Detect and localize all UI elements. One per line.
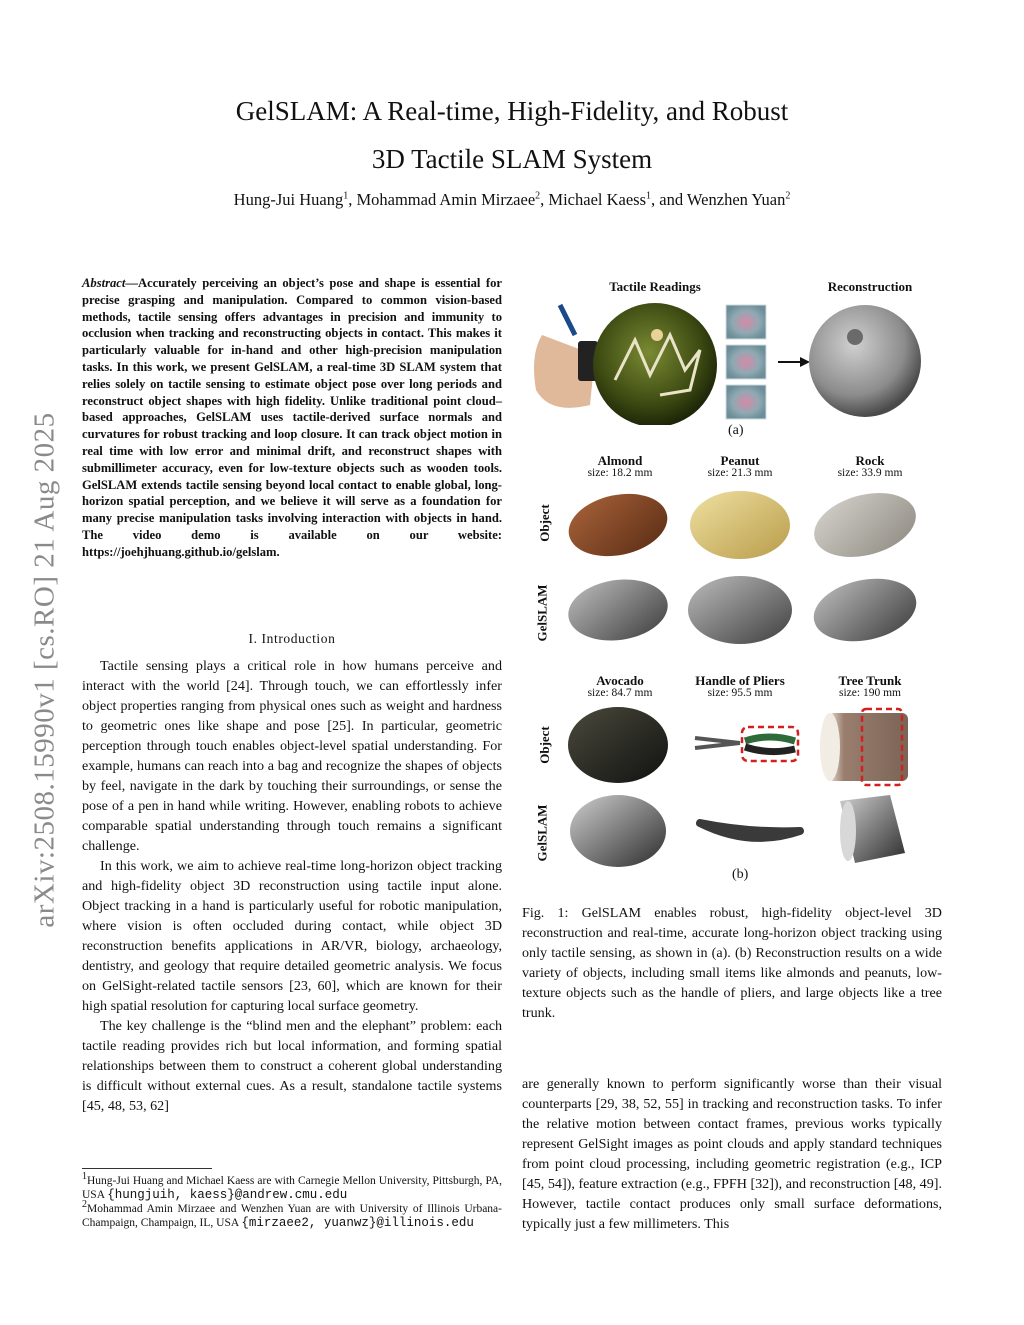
footnote-rule [82,1168,212,1169]
section-heading-introduction: I. Introduction [248,631,336,646]
object-size-label: size: 84.7 mm [587,687,653,699]
footnote-1-text: Hung-Jui Huang and Michael Kaess are with Carnegie Mellon University, Pittsburgh, PA, USA [82,1175,502,1201]
figure-1-caption: Fig. 1: GelSLAM enables robust, high-fidelity object-level 3D reconstruction and real-time, accurate long-horizon object tracking using only tactile sensing, as shown in (a). (b) Reconstruction results on a wide variety of objects, including small items like almonds and peanuts, low-texture objects such as the handle of pliers, and large objects like a tree trunk. [522,905,942,1021]
objects-row-1-illustration [560,485,945,650]
paper-title-line-1: GelSLAM: A Real-time, High-Fidelity, and Robust [235,96,789,126]
object-size-label: size: 95.5 mm [707,687,773,699]
arxiv-identifier: arXiv:2508.15990v1 [cs.RO] 21 Aug 2025 [28,412,61,928]
footnote-2: $^2$Mohammad Amin Mirzaee and Wenzhen Yuan are with University of Illinois Urbana-Champaign, Champaign, IL, USA {mirzaee2, yuanwz}@illinois.edu [82,1199,502,1230]
footnotes [82,1171,502,1230]
object-name-label: Peanut [720,453,760,468]
object-name-label: Rock [855,453,885,468]
introduction-body [82,656,502,1116]
footnote-2-email: {mirzaee2, yuanwz}@illinois.edu [241,1216,474,1230]
abstract [82,275,502,561]
abstract-label: Abstract [82,276,126,290]
right-column-text: are generally known to perform significantly worse than their visual counterparts [29, 38, 52, 55] in tracking and reconstruction tasks. To infer the relative motion between contact frames, previous works typically represent GelSight images as point clouds and apply standard techniques from point cloud processing, including geometric registration (e.g., ICP [45, 54]), feature extraction (e.g., FPFH [32]), and reconstruction [48, 49]. However, tactile contact produces only small surface deformations, typically just a few millimeters. This [522,1076,942,1232]
author-name: Hung-Jui Huang [233,190,344,209]
arxiv-sidebar [10,370,80,1070]
intro-paragraph: The key challenge is the “blind men and the elephant” problem: each tactile reading provides rich but local information, and forming spatial relationships between them to construct a coherent global understanding is difficult without external cues. As a result, standalone tactile systems [45, 48, 53, 62] [82,1018,502,1114]
footnote-2-text: Mohammad Amin Mirzaee and Wenzhen Yuan are with University of Illinois Urbana-Champaign, Champaign, IL, USA [82,1203,502,1229]
object-name-label: Almond [597,453,643,468]
author-affiliation: 1 [646,190,652,202]
intro-paragraph: Tactile sensing plays a critical role in how humans perceive and interact with the world [24]. Through touch, we can effortlessly infer object properties ranging from physical ones such as weight and hardness to geometric ones like shape and pose [25]. In particular, geometric perception through touch enables object-level spatial understanding. For example, humans can reach into a bag and recognize the shapes of objects by feel, navigate in the dark by touching their surroundings, or sense the pose of a pen in hand while writing. However, enabling robots to achieve comparable spatial understanding through touch remains a significant challenge. [82,658,502,854]
object-name-label: Avocado [596,673,644,688]
row-label-gelslam: GelSLAM [534,584,550,642]
subfigure-a-label: (a) [728,423,744,438]
figure-1 [520,275,945,890]
row-label-gelslam: GelSLAM [534,804,550,862]
object-size-label: size: 21.3 mm [707,467,773,479]
object-size-label: size: 33.9 mm [837,467,903,479]
row-label-object: Object [536,504,552,542]
tactile-setup-illustration [520,295,945,425]
abstract-text: —Accurately perceiving an object’s pose and shape is essential for precise grasping and manipulation. Compared to common vision-based methods, tactile sensing offers advantages in precision and immunity to occlusion when tracking and reconstructing objects in contact. This makes it particularly valuable for in-hand and other high-precision manipulation tasks. In this work, we present GelSLAM, a real-time 3D SLAM system that relies solely on tactile sensing to estimate object pose over long periods and reconstruct object shapes with high fidelity. Unlike traditional point cloud–based approaches, GelSLAM uses tactile-derived surface normals and curvatures for robust tracking and loop closure. It can track object motion in real time with low error and minimal drift, and reconstruct shapes with submillimeter accuracy, even for low-texture objects such as wooden tools. GelSLAM extends tactile sensing beyond local contact to enable global, long-horizon spatial perception, and we believe it will serve as a foundation for many precise manipulation tasks involving interaction with objects in hand. The video demo is available on our website: https://joehjhuang.github.io/gelslam. [82,276,502,559]
reconstruction-label: Reconstruction [827,279,913,294]
intro-paragraph: In this work, we aim to achieve real-time long-horizon object tracking and high-fidelity object 3D reconstruction using tactile input alone. Object tracking in a hand is particularly useful for robotic manipulation, where vision is often occluded during contact, while object 3D reconstruction benefits applications in AR/VR, biology, archaeology, dentistry, and geology that require detailed geometric analysis. We focus on GelSight-related tactile sensors [23, 60], which are known for their high spatial resolution for capturing local surface geometry. [82,858,502,1014]
paper-title-line-2: 3D Tactile SLAM System [371,144,653,174]
footnote-1: $^1$Hung-Jui Huang and Michael Kaess are with Carnegie Mellon University, Pittsburgh, PA, USA {hungjuih, kaess}@andrew.cmu.edu [82,1171,502,1202]
footnote-1-email: {hungjuih, kaess}@andrew.cmu.edu [107,1188,348,1202]
object-name-label: Tree Trunk [838,673,902,688]
author-list: Hung-Jui Huang$^1$, Mohammad Amin Mirzaee$^2$, Michael Kaess$^1$, and Wenzhen Yuan$^2$ [233,190,791,209]
row-label-object: Object [536,726,552,764]
tactile-readings-label: Tactile Readings [609,279,701,294]
author-affiliation: 1 [343,190,349,202]
author-affiliation: 2 [785,190,791,202]
subfigure-b-label: (b) [732,867,749,882]
object-name-label: Handle of Pliers [695,673,785,688]
author-name: Mohammad Amin Mirzaee [356,190,536,209]
objects-row-2-illustration [560,703,945,868]
object-size-label: size: 190 mm [839,687,901,699]
author-affiliation: 2 [535,190,541,202]
author-name: Wenzhen Yuan [686,190,786,209]
object-size-label: size: 18.2 mm [587,467,653,479]
author-name: Michael Kaess [548,190,647,209]
